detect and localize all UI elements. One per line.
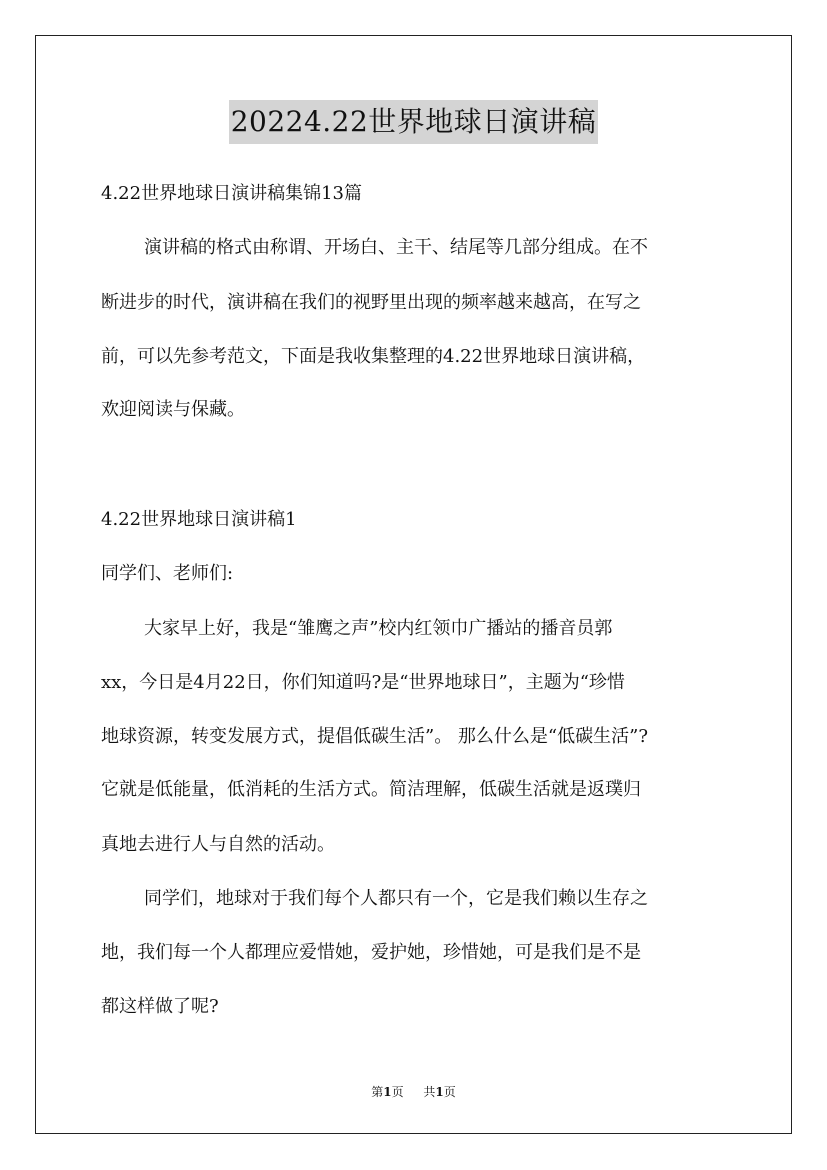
paragraph-line: 它就是低能量，低消耗的生活方式。简洁理解，低碳生活就是返璞归 — [101, 779, 641, 800]
intro-line: 欢迎阅读与保藏。 — [101, 399, 245, 420]
paragraph-line: 地，我们每一个人都理应爱惜她，爱护她，珍惜她，可是我们是不是 — [101, 942, 641, 963]
title-container — [0, 100, 827, 144]
salutation: 同学们、老师们: — [101, 563, 234, 584]
document-subtitle: 4.22世界地球日演讲稿集锦13篇 — [101, 183, 362, 204]
page-footer — [0, 1084, 827, 1100]
paragraph-line: 地球资源，转变发展方式，提倡低碳生活”。 那么什么是“低碳生活”? — [101, 726, 648, 747]
intro-line: 前，可以先参考范文，下面是我收集整理的4.22世界地球日演讲稿， — [101, 346, 646, 367]
paragraph-line: 都这样做了呢? — [101, 996, 219, 1017]
intro-line: 断进步的时代，演讲稿在我们的视野里出现的频率越来越高，在写之 — [101, 292, 641, 313]
section-heading: 4.22世界地球日演讲稿1 — [101, 509, 297, 530]
paragraph-line: 同学们，地球对于我们每个人都只有一个，它是我们赖以生存之 — [144, 888, 648, 909]
intro-line: 演讲稿的格式由称谓、开场白、主干、结尾等几部分组成。在不 — [144, 237, 648, 258]
page-number: 第1页 — [371, 1085, 404, 1099]
paragraph-line: 大家早上好，我是“雏鹰之声”校内红领巾广播站的播音员郭 — [144, 618, 613, 639]
paragraph-line: xx，今日是4月22日，你们知道吗?是“世界地球日”，主题为“珍惜 — [101, 672, 625, 693]
paragraph-line: 真地去进行人与自然的活动。 — [101, 834, 335, 855]
document-title: 20224.22世界地球日演讲稿 — [229, 100, 599, 144]
total-pages: 共1页 — [423, 1085, 456, 1099]
